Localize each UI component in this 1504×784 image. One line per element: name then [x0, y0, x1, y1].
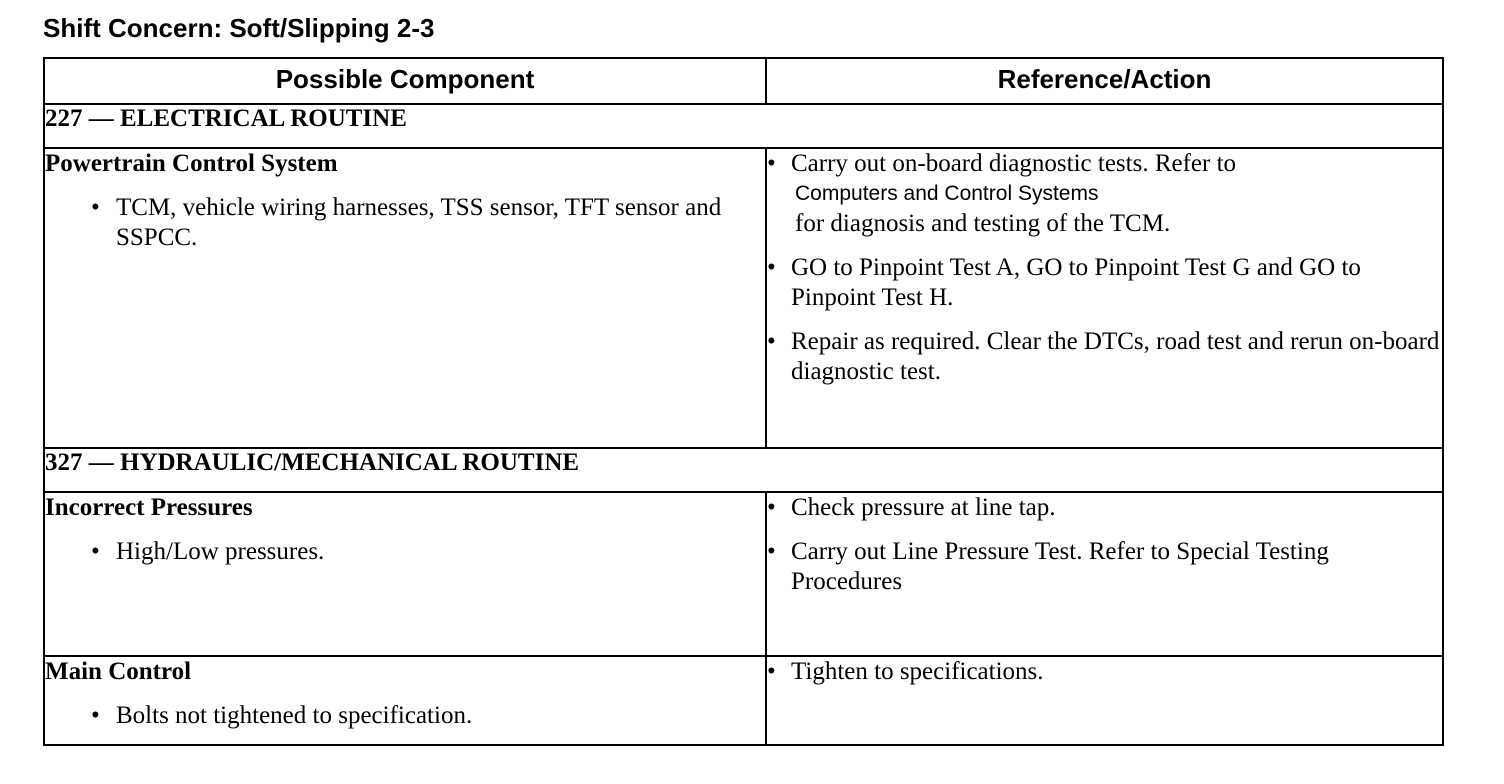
component-title: Main Control — [45, 658, 192, 685]
section-row — [44, 104, 1443, 148]
action-text: Repair as required. Clear the DTCs, road test and rerun on-board diagnostic test. — [791, 328, 1440, 385]
bullet-icon: • — [767, 494, 776, 521]
action-item — [767, 149, 1442, 239]
action-item — [767, 253, 1442, 313]
component-detail-text: TCM, vehicle wiring harnesses, TSS sensor, TFT sensor and SSPCC. — [116, 194, 722, 251]
bullet-icon: • — [91, 194, 100, 221]
bullet-icon: • — [91, 538, 100, 565]
action-text: Check pressure at line tap. — [791, 494, 1056, 521]
action-text-continued: for diagnosis and testing of the TCM. — [795, 210, 1171, 237]
diagnostic-table — [43, 57, 1444, 746]
component-detail — [45, 701, 765, 731]
action-text: Carry out on-board diagnostic tests. Refer to — [791, 150, 1237, 177]
bullet-icon: • — [91, 702, 100, 729]
action-text: GO to Pinpoint Test A, GO to Pinpoint Test G and GO to Pinpoint Test H. — [791, 254, 1361, 311]
action-item — [767, 537, 1442, 597]
action-item — [767, 657, 1442, 687]
table-row — [44, 492, 1443, 656]
action-cell — [766, 492, 1443, 656]
page-title: Shift Concern: Soft/Slipping 2-3 — [43, 13, 435, 43]
component-cell — [44, 492, 766, 656]
component-cell — [44, 656, 766, 745]
reference-link-computers-control-systems[interactable]: Computers and Control Systems — [795, 182, 1099, 205]
action-item — [767, 493, 1442, 523]
action-item — [767, 327, 1442, 387]
action-cell — [766, 656, 1443, 745]
component-detail-text: High/Low pressures. — [116, 538, 325, 565]
bullet-icon: • — [767, 254, 776, 281]
section-heading-hydraulic-mechanical: 327 — HYDRAULIC/MECHANICAL ROUTINE — [44, 448, 1443, 492]
bullet-icon: • — [767, 538, 776, 565]
component-detail-text: Bolts not tightened to specification. — [116, 702, 473, 729]
header-possible-component: Possible Component — [44, 58, 766, 104]
section-row — [44, 448, 1443, 492]
action-cell — [766, 148, 1443, 448]
action-text: Tighten to specifications. — [791, 658, 1044, 685]
component-detail — [45, 193, 765, 253]
bullet-icon: • — [767, 150, 776, 177]
table-row — [44, 148, 1443, 448]
table-header-row — [44, 58, 1443, 104]
component-title: Powertrain Control System — [45, 150, 338, 177]
action-text: Carry out Line Pressure Test. Refer to Special Testing Procedures — [791, 538, 1329, 595]
bullet-icon: • — [767, 658, 776, 685]
section-heading-electrical: 227 — ELECTRICAL ROUTINE — [44, 104, 1443, 148]
table-row — [44, 656, 1443, 745]
header-reference-action: Reference/Action — [766, 58, 1443, 104]
bullet-icon: • — [767, 328, 776, 355]
component-cell — [44, 148, 766, 448]
component-detail — [45, 537, 765, 567]
component-title: Incorrect Pressures — [45, 494, 253, 521]
